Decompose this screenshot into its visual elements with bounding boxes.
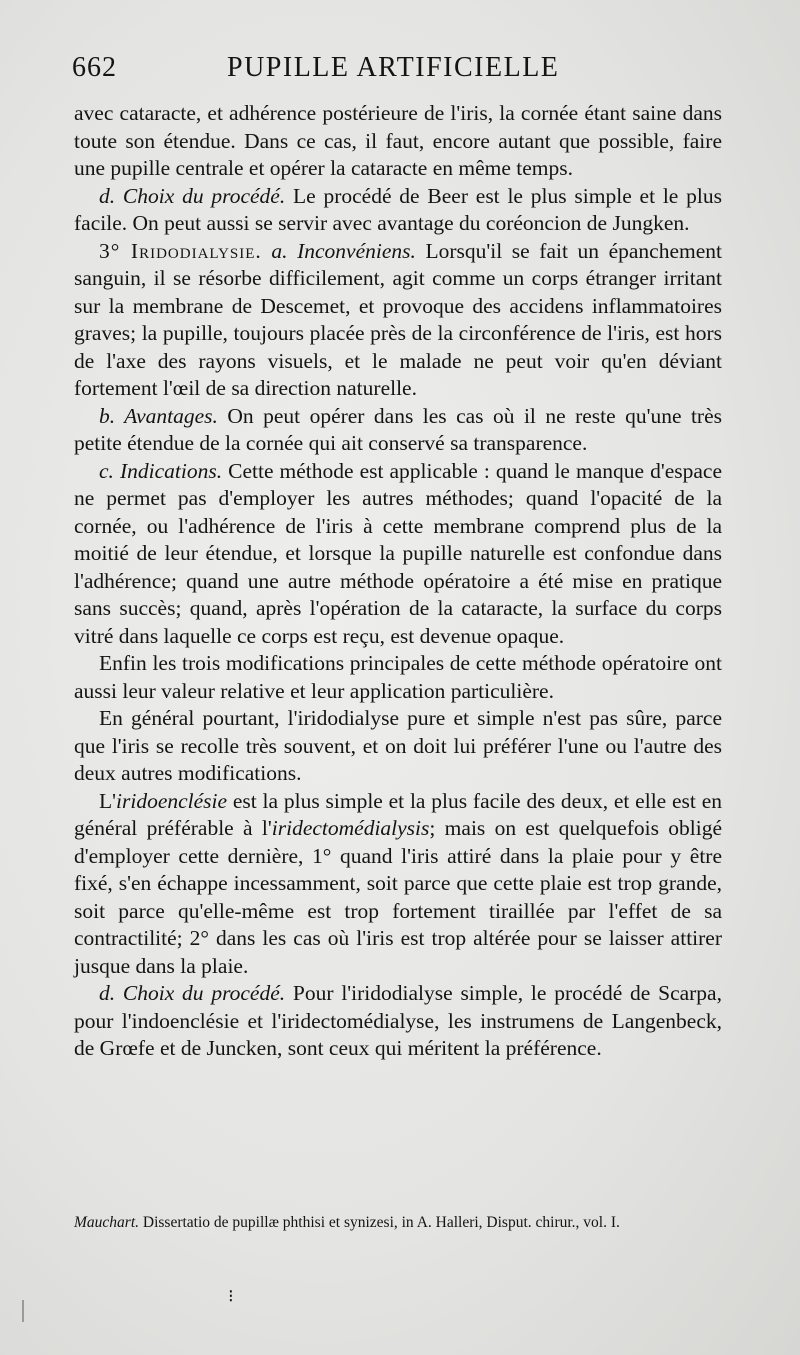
page-header [72, 52, 722, 88]
footnote-author: Mauchart. [74, 1214, 140, 1231]
paragraph-text: On peut opérer dans les cas où il ne reste qu'une très petite étendue de la cornée qui ait conservé sa transparence. [74, 403, 723, 455]
paragraph-text: avec cataracte, et adhérence postérieure de l'iris, la cornée étant saine dans toute son étendue. Dans ce cas, il faut, encore autant que possible, faire une pupille centrale et opérer la cataracte en même temps. [74, 101, 722, 180]
paragraph-label: a. Inconvéniens. [261, 238, 416, 263]
paragraph-text: Lorsqu'il se fait un épanchement sanguin, il se résorbe difficilement, agit comme un corps étranger irritant sur la membrane de Descemet, et provoque des accidens inflammatoires graves; la pupille, toujours placée près de la circonférence de l'iris, est hors de l'axe des rayons visuels, et le malade ne peut voir qu'en déviant fortement l'œil de sa direction naturelle. [74, 238, 723, 400]
paragraph [74, 238, 722, 403]
paragraph-text: L' [99, 788, 117, 813]
paragraph-text: Enfin les trois modifications principales de cette méthode opératoire ont aussi leur valeur relative et leur application particulière. [74, 651, 722, 703]
term-iridoenclesie: iridoenclésie [116, 788, 228, 813]
paragraph [74, 788, 722, 981]
paragraph-label: d. Choix du procédé. [99, 183, 286, 208]
page-edge-mark [22, 1300, 24, 1322]
paragraph-text: En général pourtant, l'iridodialyse pure et simple n'est pas sûre, parce que l'iris se recolle très souvent, et on doit lui préférer l'une ou l'autre des deux autres modifications. [74, 706, 722, 785]
paragraph [74, 650, 722, 705]
paragraph-label: b. Avantages. [99, 403, 218, 428]
paragraph [74, 100, 722, 183]
paragraph [74, 980, 722, 1063]
running-title: PUPILLE ARTIFICIELLE [227, 52, 560, 83]
paragraph-text: Cette méthode est applicable : quand le manque d'espace ne permet pas d'employer les autres méthodes; quand l'opacité de la cornée, ou l'adhérence de l'iris à cette membrane comprend plus de la moitié de leur étendue, et lorsque la pupille naturelle est confondue dans l'adhérence; quand une autre méthode opératoire a été mise en pratique sans succès; quand, après l'opération de la cataracte, la surface du corps vitré dans laquelle ce corps est reçu, est devenue opaque. [74, 458, 722, 648]
footnote [74, 1211, 722, 1235]
paragraph-label: d. Choix du procédé. [99, 981, 286, 1005]
printer-mark: ⁝ [228, 1286, 234, 1306]
body-text [74, 100, 722, 1063]
paragraph-label: c. Indications. [99, 458, 223, 483]
paragraph [74, 183, 722, 238]
paragraph [74, 458, 722, 651]
paragraph-text: ; mais on est quelquefois obligé d'employer cette dernière, 1° quand l'iris attiré dans la plaie pour y être fixé, s'en échappe incessamment, soit parce que cette plaie est trop grande, soit parce qu'elle-même est trop fortement tiraillée par l'effet de sa contractilité; 2° dans les cas où l'iris est trop altérée pour se laisser attirer jusque dans la plaie. [74, 816, 723, 978]
paragraph [74, 705, 722, 788]
paragraph-text: Le procédé de Beer est le plus simple et le plus facile. On peut aussi se servir avec avantage du coréoncion de Jungken. [74, 183, 722, 235]
page-number: 662 [72, 52, 117, 83]
term-iridectomedialysis: iridectomédialysis [271, 816, 430, 840]
section-heading: 3° Iridodialysie. [99, 238, 262, 263]
paragraph [74, 403, 722, 458]
paragraph-text: est la plus simple et la plus facile des deux, et elle est en général préférable à l' [74, 788, 722, 840]
paragraph-text: Pour l'iridodialyse simple, le procédé de Scarpa, pour l'indoenclésie et l'iridectomédialyse, les instrumens de Langenbeck, de Grœfe et de Juncken, sont ceux qui méritent la préférence. [74, 981, 722, 1060]
footnote-text: Dissertatio de pupillæ phthisi et synizesi, in A. Halleri, Disput. chirur., vol. I. [139, 1214, 620, 1231]
